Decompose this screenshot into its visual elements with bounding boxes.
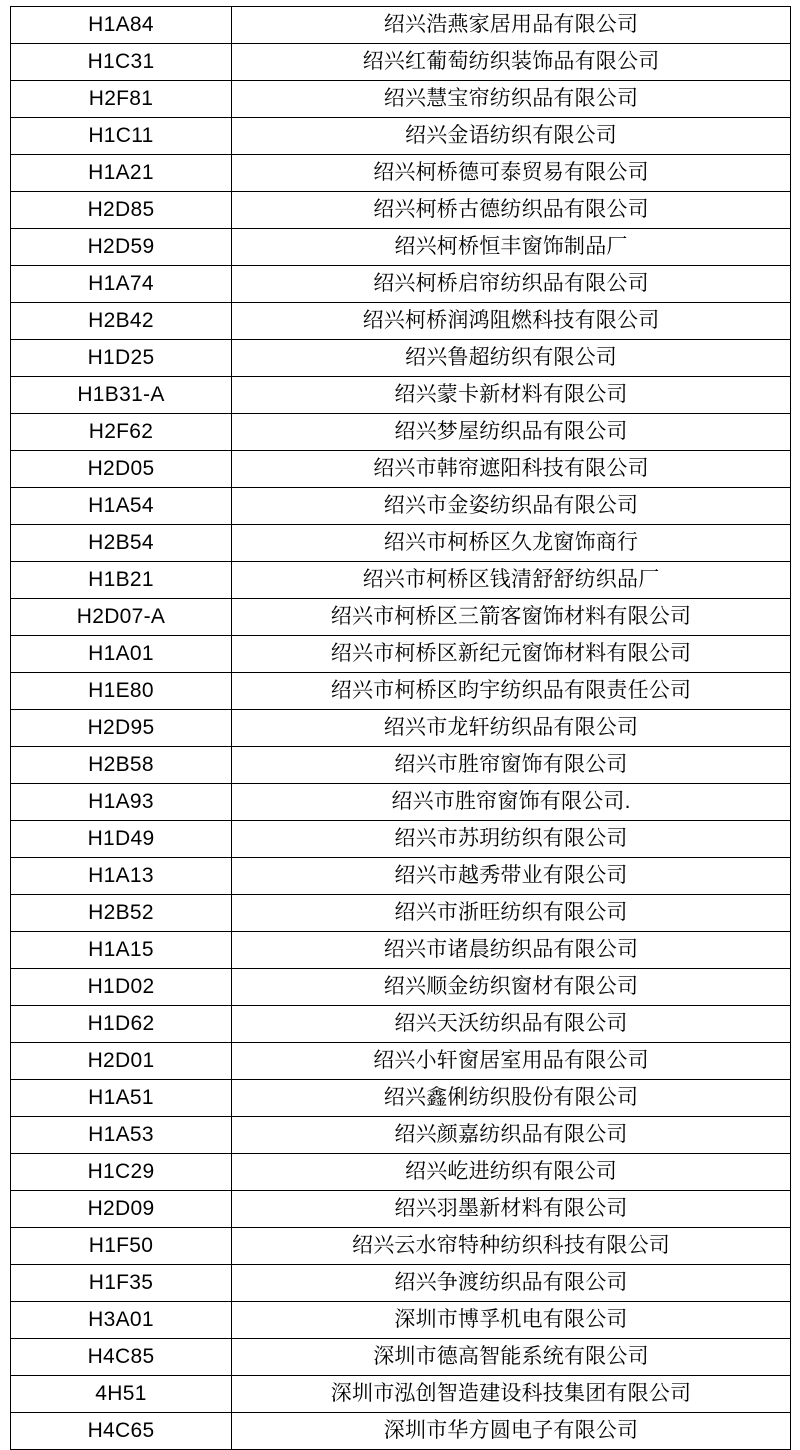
company-name-cell: 绍兴柯桥古德纺织品有限公司 bbox=[232, 192, 791, 229]
table-row bbox=[11, 1117, 791, 1154]
table-row bbox=[11, 1043, 791, 1080]
table-row bbox=[11, 7, 791, 44]
table-row bbox=[11, 1228, 791, 1265]
table-row bbox=[11, 303, 791, 340]
booth-number-cell: H1A54 bbox=[11, 488, 232, 525]
table-row bbox=[11, 1154, 791, 1191]
company-name-cell: 绍兴争渡纺织品有限公司 bbox=[232, 1265, 791, 1302]
table-row bbox=[11, 1339, 791, 1376]
company-name-cell: 绍兴浩燕家居用品有限公司 bbox=[232, 7, 791, 44]
company-name-cell: 绍兴市柯桥区昀宇纺织品有限责任公司 bbox=[232, 673, 791, 710]
company-name-cell: 绍兴屹进纺织有限公司 bbox=[232, 1154, 791, 1191]
company-name-cell: 绍兴柯桥德可泰贸易有限公司 bbox=[232, 155, 791, 192]
booth-number-cell: H4C85 bbox=[11, 1339, 232, 1376]
table-row bbox=[11, 118, 791, 155]
company-name-cell: 绍兴市柯桥区钱清舒舒纺织品厂 bbox=[232, 562, 791, 599]
table-row bbox=[11, 451, 791, 488]
booth-number-cell: H1D62 bbox=[11, 1006, 232, 1043]
company-name-cell: 绍兴柯桥润鸿阻燃科技有限公司 bbox=[232, 303, 791, 340]
table-row bbox=[11, 266, 791, 303]
company-name-cell: 绍兴柯桥启帘纺织品有限公司 bbox=[232, 266, 791, 303]
table-row bbox=[11, 784, 791, 821]
company-name-cell: 绍兴市柯桥区久龙窗饰商行 bbox=[232, 525, 791, 562]
table-row bbox=[11, 710, 791, 747]
booth-number-cell: H1B31-A bbox=[11, 377, 232, 414]
booth-number-cell: H2B54 bbox=[11, 525, 232, 562]
booth-number-cell: H2D07-A bbox=[11, 599, 232, 636]
booth-number-cell: H1A21 bbox=[11, 155, 232, 192]
booth-number-cell: H2D59 bbox=[11, 229, 232, 266]
company-name-cell: 绍兴颜嘉纺织品有限公司 bbox=[232, 1117, 791, 1154]
exhibitor-table bbox=[10, 6, 791, 1450]
table-row bbox=[11, 340, 791, 377]
booth-number-cell: H1A01 bbox=[11, 636, 232, 673]
table-row bbox=[11, 673, 791, 710]
booth-number-cell: H1D25 bbox=[11, 340, 232, 377]
table-row bbox=[11, 599, 791, 636]
company-name-cell: 深圳市泓创智造建设科技集团有限公司 bbox=[232, 1376, 791, 1413]
table-body bbox=[11, 7, 791, 1450]
company-name-cell: 绍兴市苏玥纺织有限公司 bbox=[232, 821, 791, 858]
table-row bbox=[11, 488, 791, 525]
table-row bbox=[11, 932, 791, 969]
table-row bbox=[11, 821, 791, 858]
booth-number-cell: H1E80 bbox=[11, 673, 232, 710]
company-name-cell: 绍兴顺金纺织窗材有限公司 bbox=[232, 969, 791, 1006]
company-name-cell: 绍兴小轩窗居室用品有限公司 bbox=[232, 1043, 791, 1080]
table-row bbox=[11, 229, 791, 266]
company-name-cell: 绍兴市诸晨纺织品有限公司 bbox=[232, 932, 791, 969]
table-row bbox=[11, 636, 791, 673]
booth-number-cell: H1A13 bbox=[11, 858, 232, 895]
company-name-cell: 绍兴梦屋纺织品有限公司 bbox=[232, 414, 791, 451]
company-name-cell: 绍兴市柯桥区新纪元窗饰材料有限公司 bbox=[232, 636, 791, 673]
booth-number-cell: H1F35 bbox=[11, 1265, 232, 1302]
table-row bbox=[11, 1006, 791, 1043]
company-name-cell: 绍兴蒙卡新材料有限公司 bbox=[232, 377, 791, 414]
booth-number-cell: H1A74 bbox=[11, 266, 232, 303]
company-name-cell: 绍兴慧宝帘纺织品有限公司 bbox=[232, 81, 791, 118]
booth-number-cell: H2F81 bbox=[11, 81, 232, 118]
table-row bbox=[11, 895, 791, 932]
booth-number-cell: H1F50 bbox=[11, 1228, 232, 1265]
company-name-cell: 绍兴市胜帘窗饰有限公司. bbox=[232, 784, 791, 821]
company-name-cell: 绍兴红葡萄纺织装饰品有限公司 bbox=[232, 44, 791, 81]
table-row bbox=[11, 562, 791, 599]
booth-number-cell: H2D01 bbox=[11, 1043, 232, 1080]
company-name-cell: 绍兴天沃纺织品有限公司 bbox=[232, 1006, 791, 1043]
table-row bbox=[11, 747, 791, 784]
booth-number-cell: H1B21 bbox=[11, 562, 232, 599]
booth-number-cell: H1C29 bbox=[11, 1154, 232, 1191]
booth-number-cell: H3A01 bbox=[11, 1302, 232, 1339]
company-name-cell: 绍兴市越秀带业有限公司 bbox=[232, 858, 791, 895]
table-row bbox=[11, 1265, 791, 1302]
booth-number-cell: H1A53 bbox=[11, 1117, 232, 1154]
table-row bbox=[11, 414, 791, 451]
company-name-cell: 深圳市华方圆电子有限公司 bbox=[232, 1413, 791, 1450]
company-name-cell: 深圳市博孚机电有限公司 bbox=[232, 1302, 791, 1339]
booth-number-cell: H2B52 bbox=[11, 895, 232, 932]
booth-number-cell: H2D85 bbox=[11, 192, 232, 229]
booth-number-cell: H4C65 bbox=[11, 1413, 232, 1450]
table-row bbox=[11, 155, 791, 192]
booth-number-cell: H1D02 bbox=[11, 969, 232, 1006]
table-row bbox=[11, 1080, 791, 1117]
table-row bbox=[11, 44, 791, 81]
booth-number-cell: H2D09 bbox=[11, 1191, 232, 1228]
company-name-cell: 绍兴市金姿纺织品有限公司 bbox=[232, 488, 791, 525]
booth-number-cell: 4H51 bbox=[11, 1376, 232, 1413]
booth-number-cell: H1A93 bbox=[11, 784, 232, 821]
table-row bbox=[11, 858, 791, 895]
table-row bbox=[11, 969, 791, 1006]
booth-number-cell: H2B58 bbox=[11, 747, 232, 784]
table-row bbox=[11, 81, 791, 118]
company-name-cell: 绍兴鑫俐纺织股份有限公司 bbox=[232, 1080, 791, 1117]
booth-number-cell: H1D49 bbox=[11, 821, 232, 858]
company-name-cell: 绍兴市胜帘窗饰有限公司 bbox=[232, 747, 791, 784]
company-name-cell: 绍兴市浙旺纺织有限公司 bbox=[232, 895, 791, 932]
company-name-cell: 绍兴市龙轩纺织品有限公司 bbox=[232, 710, 791, 747]
company-name-cell: 深圳市德高智能系统有限公司 bbox=[232, 1339, 791, 1376]
company-name-cell: 绍兴柯桥恒丰窗饰制品厂 bbox=[232, 229, 791, 266]
company-name-cell: 绍兴羽墨新材料有限公司 bbox=[232, 1191, 791, 1228]
table-row bbox=[11, 525, 791, 562]
company-name-cell: 绍兴金语纺织有限公司 bbox=[232, 118, 791, 155]
company-name-cell: 绍兴市韩帘遮阳科技有限公司 bbox=[232, 451, 791, 488]
booth-number-cell: H2B42 bbox=[11, 303, 232, 340]
company-name-cell: 绍兴鲁超纺织有限公司 bbox=[232, 340, 791, 377]
booth-number-cell: H1A51 bbox=[11, 1080, 232, 1117]
table-row bbox=[11, 192, 791, 229]
table-row bbox=[11, 1376, 791, 1413]
table-row bbox=[11, 1191, 791, 1228]
company-name-cell: 绍兴市柯桥区三箭客窗饰材料有限公司 bbox=[232, 599, 791, 636]
booth-number-cell: H1A15 bbox=[11, 932, 232, 969]
company-name-cell: 绍兴云水帘特种纺织科技有限公司 bbox=[232, 1228, 791, 1265]
booth-number-cell: H1C11 bbox=[11, 118, 232, 155]
table-row bbox=[11, 377, 791, 414]
booth-number-cell: H1C31 bbox=[11, 44, 232, 81]
booth-number-cell: H1A84 bbox=[11, 7, 232, 44]
booth-number-cell: H2D05 bbox=[11, 451, 232, 488]
booth-number-cell: H2F62 bbox=[11, 414, 232, 451]
booth-number-cell: H2D95 bbox=[11, 710, 232, 747]
table-row bbox=[11, 1302, 791, 1339]
